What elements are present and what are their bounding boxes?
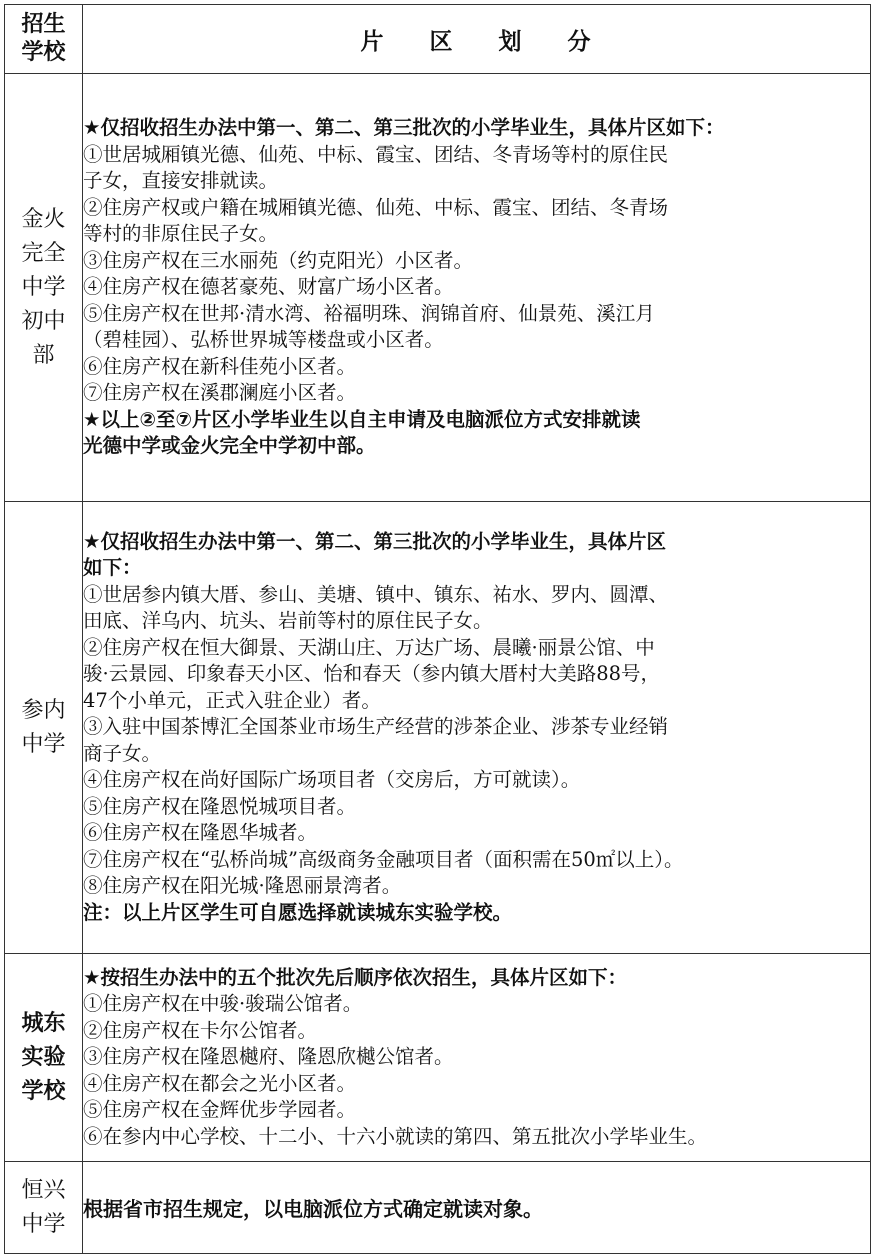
zone-item-line: ①世居参内镇大厝、参山、美塘、镇中、镇东、祐水、罗内、圆潭、 — [83, 582, 669, 606]
zone-item-line: ③入驻中国茶博汇全国茶业市场生产经营的涉茶企业、涉茶专业经销 — [83, 715, 669, 739]
zone-details — [83, 502, 871, 954]
zone-item-line: ①世居城厢镇光德、仙苑、中标、霞宝、团结、冬青场等村的原住民 — [83, 142, 669, 166]
zone-note-line: ★以上②至⑦片区小学毕业生以自主申请及电脑派位方式安排就读 — [83, 407, 641, 431]
zone-item-line: ②住房产权或户籍在城厢镇光德、仙苑、中标、霞宝、团结、冬青场 — [83, 195, 669, 219]
text-line: 学校 — [21, 1078, 66, 1104]
zone-note-line: ★仅招收招生办法中第一、第二、第三批次的小学毕业生，具体片区如下： — [83, 116, 725, 140]
zone-item-line: ④住房产权在都会之光小区者。 — [83, 1071, 357, 1095]
zone-item-line: 47个小单元，正式入驻企业）者。 — [83, 688, 381, 712]
text-line: 中学 — [21, 1211, 66, 1237]
zone-note-line: 光德中学或金火完全中学初中部。 — [83, 434, 376, 458]
zone-details — [83, 954, 871, 1162]
header-row — [5, 5, 871, 74]
text-line: 城东 — [21, 1010, 66, 1036]
text-line: 金火 — [21, 206, 66, 232]
text-line: 初中 — [21, 308, 66, 334]
text-line: 中学 — [21, 731, 66, 757]
zone-item-line: ⑤住房产权在隆恩悦城项目者。 — [83, 794, 357, 818]
text-line: 恒兴 — [21, 1177, 66, 1203]
header-zone-char: 区 — [429, 28, 455, 55]
zone-note-line: 注：以上片区学生可自愿选择就读城东实验学校。 — [83, 900, 513, 924]
zone-item-line: ④住房产权在尚好国际广场项目者（交房后，方可就读）。 — [83, 768, 581, 792]
zone-item-line: ⑥住房产权在新科佳苑小区者。 — [83, 354, 357, 378]
text-line: 参内 — [21, 697, 66, 723]
text-line: 中学 — [21, 274, 66, 300]
header-school — [5, 5, 83, 74]
zone-item-line: 田底、洋乌内、坑头、岩前等村的原住民子女。 — [83, 609, 493, 633]
row-hengxing — [5, 1162, 871, 1254]
zone-item-line: 等村的非原住民子女。 — [83, 222, 279, 246]
zone-item-line: ①住房产权在中骏·骏瑞公馆者。 — [83, 992, 363, 1016]
zone-item-line: ③住房产权在三水丽苑（约克阳光）小区者。 — [83, 248, 474, 272]
zoning-table — [4, 4, 871, 1254]
header-zone-char: 划 — [498, 28, 524, 55]
zone-item-line: ⑥在参内中心学校、十二小、十六小就读的第四、第五批次小学毕业生。 — [83, 1124, 708, 1148]
zone-item-line: ②住房产权在恒大御景、天湖山庄、万达广场、晨曦·丽景公馆、中 — [83, 635, 655, 659]
row-jinhuo — [5, 74, 871, 502]
school-name — [5, 74, 83, 502]
text-line: 实验 — [21, 1044, 66, 1070]
header-zone — [83, 5, 871, 74]
zone-item-line: ②住房产权在卡尔公馆者。 — [83, 1018, 318, 1042]
zone-item-line: ⑦住房产权在溪郡澜庭小区者。 — [83, 381, 357, 405]
zone-note-line: 根据省市招生规定，以电脑派位方式确定就读对象。 — [83, 1197, 543, 1221]
text-line: 招生 — [21, 12, 66, 37]
text-line: 完全 — [21, 240, 66, 266]
text-line: 学校 — [21, 40, 66, 65]
zone-item-line: 商子女。 — [83, 741, 162, 765]
zone-item-line: 子女，直接安排就读。 — [83, 169, 279, 193]
zone-item-line: ⑥住房产权在隆恩华城者。 — [83, 821, 318, 845]
zone-item-line: ⑧住房产权在阳光城·隆恩丽景湾者。 — [83, 874, 402, 898]
zone-note-line: ★按招生办法中的五个批次先后顺序依次招生，具体片区如下： — [83, 965, 627, 989]
header-zone-char: 片 — [360, 28, 386, 55]
zone-note-line: ★仅招收招生办法中第一、第二、第三批次的小学毕业生，具体片区 — [83, 529, 666, 553]
zone-item-line: ④住房产权在德茗豪苑、财富广场小区者。 — [83, 275, 454, 299]
zone-item-line: ⑤住房产权在世邦·清水湾、裕福明珠、润锦首府、仙景苑、溪江月 — [83, 301, 655, 325]
zone-item-line: ③住房产权在隆恩樾府、隆恩欣樾公馆者。 — [83, 1045, 454, 1069]
school-name — [5, 954, 83, 1162]
zone-note-line: 如下： — [83, 556, 142, 580]
zone-item-line: ⑦住房产权在“弘桥尚城”高级商务金融项目者（面积需在50㎡以上）。 — [83, 847, 684, 871]
row-cannei — [5, 502, 871, 954]
zone-item-line: （碧桂园）、弘桥世界城等楼盘或小区者。 — [83, 328, 444, 352]
zone-details — [83, 1162, 871, 1254]
header-zone-char: 分 — [567, 28, 593, 55]
text-line: 部 — [32, 342, 55, 368]
school-name — [5, 502, 83, 954]
school-name — [5, 1162, 83, 1254]
zone-item-line: ⑤住房产权在金辉优步学园者。 — [83, 1098, 357, 1122]
row-chengdong — [5, 954, 871, 1162]
zone-details — [83, 74, 871, 502]
zone-item-line: 骏·云景园、印象春天小区、怡和春天（参内镇大厝村大美路88号， — [83, 662, 661, 686]
